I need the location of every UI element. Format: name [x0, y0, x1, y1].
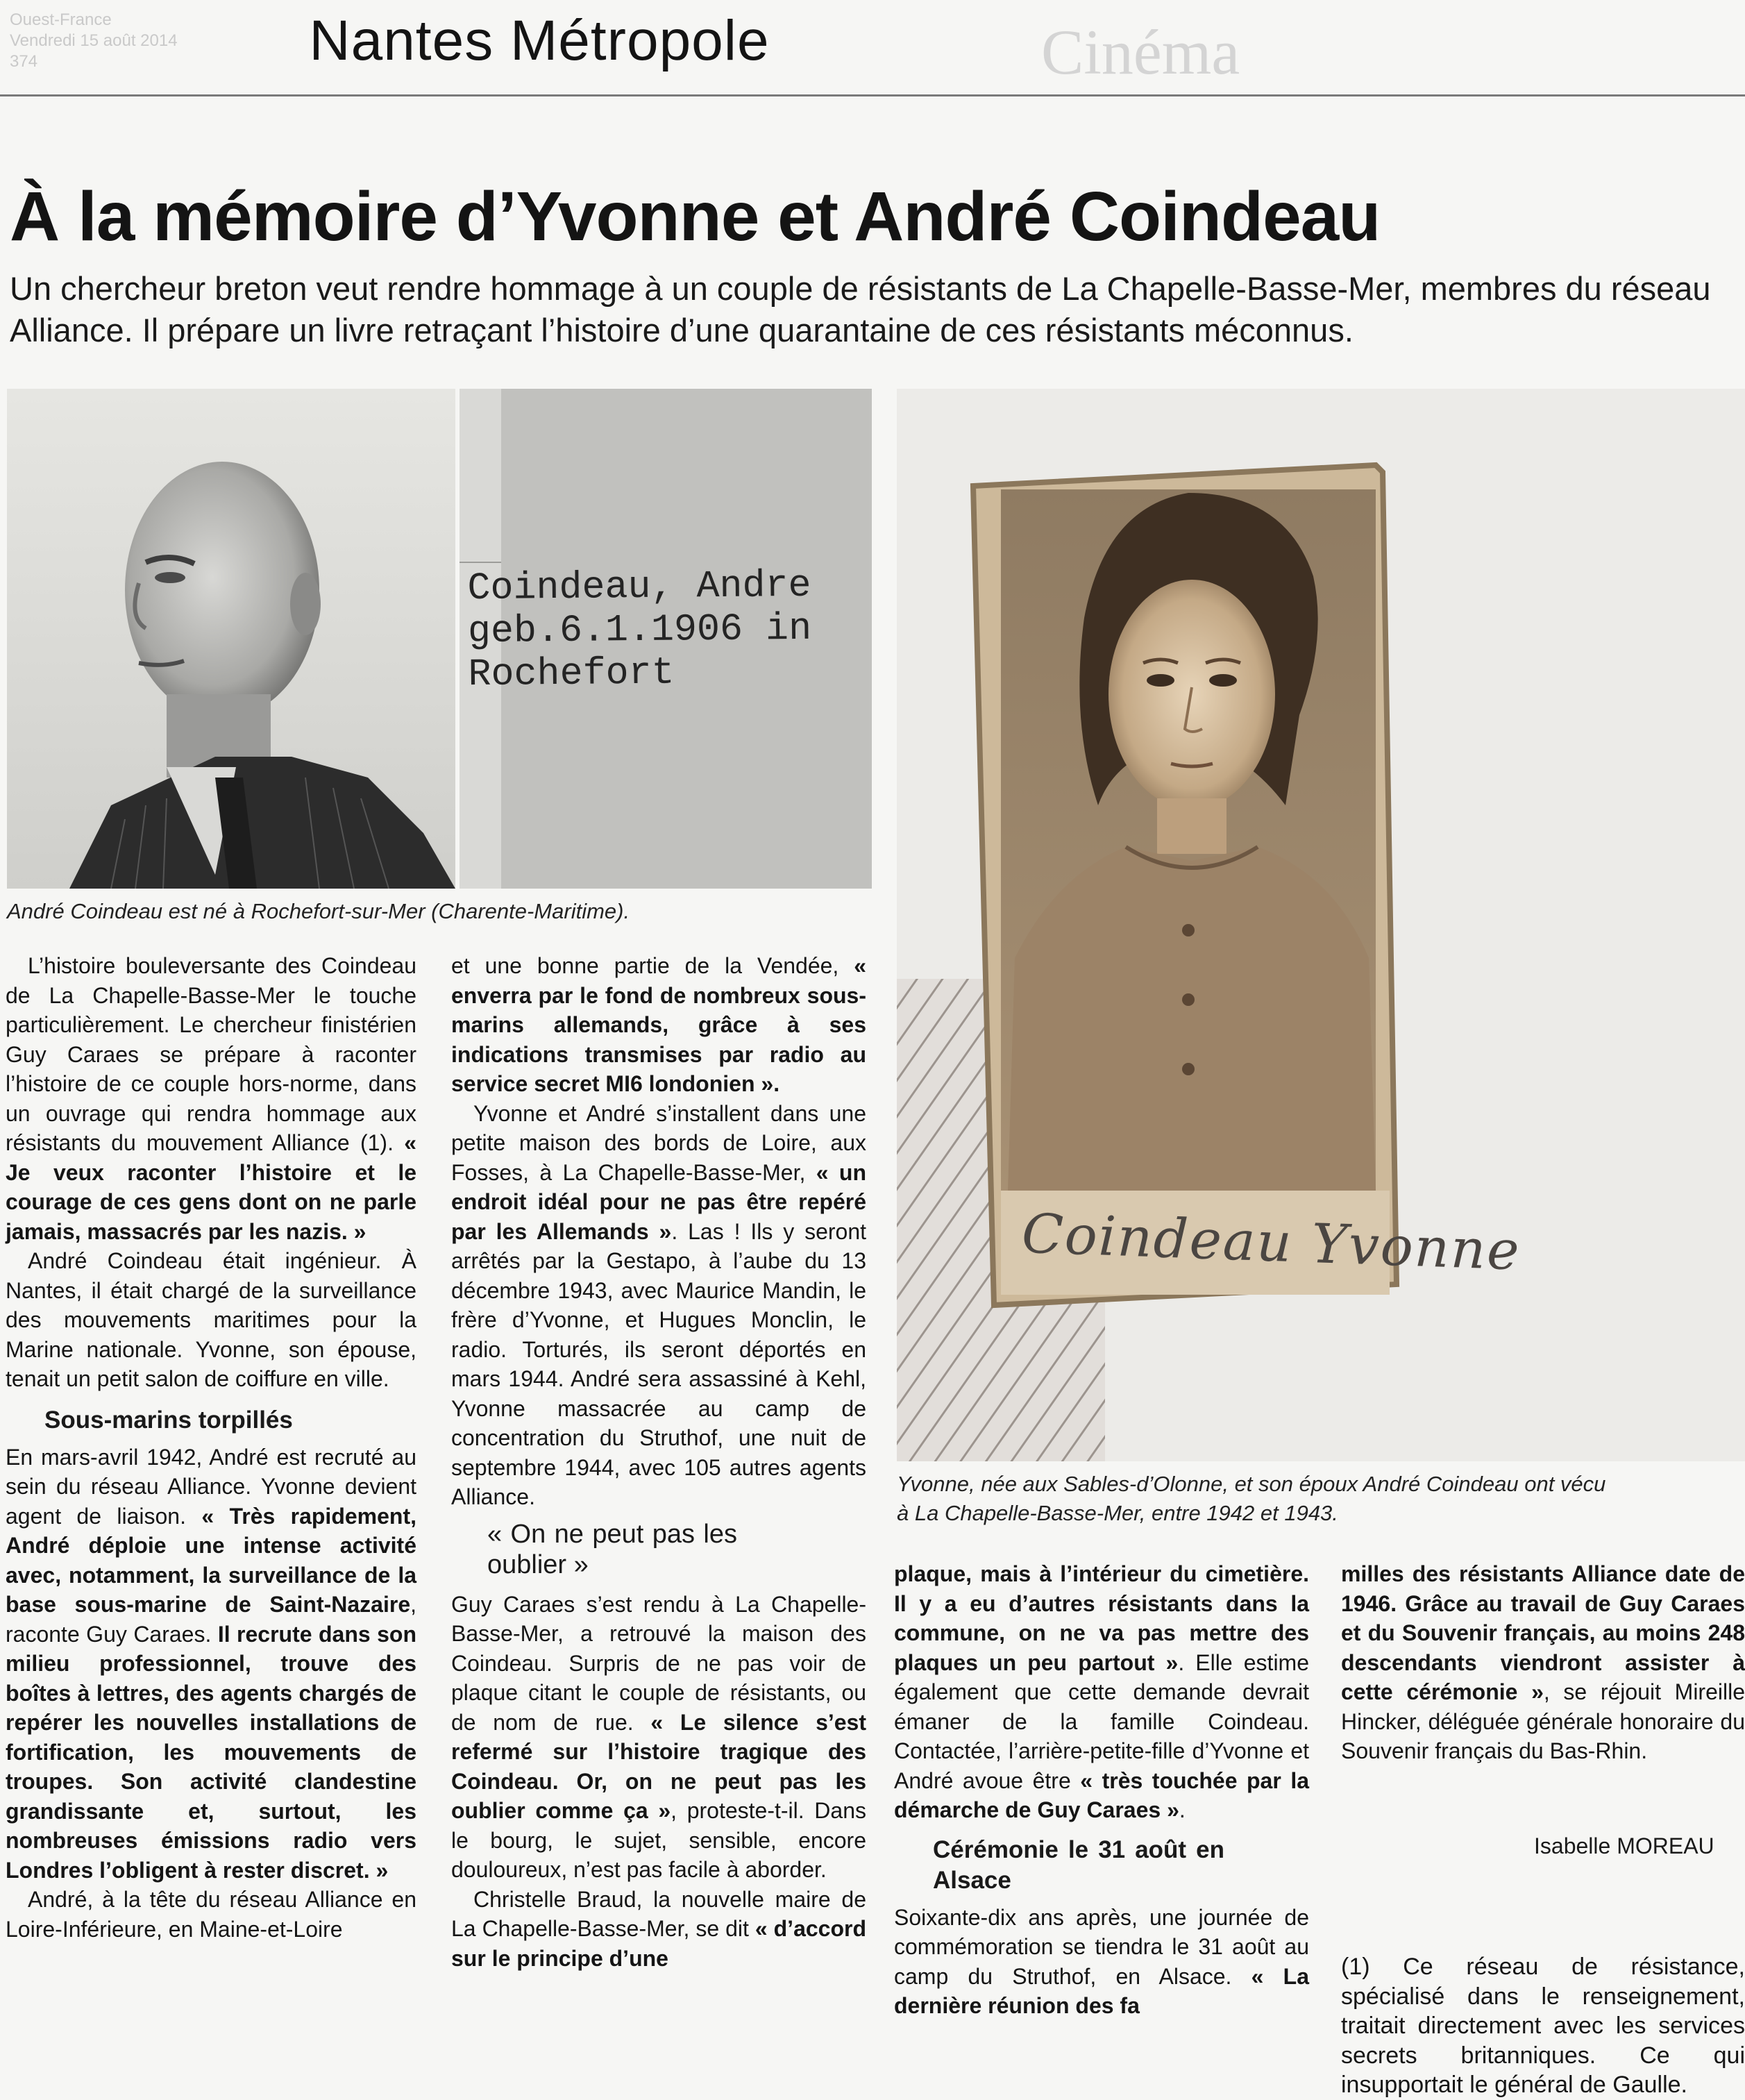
col3-paragraph-2: Soixante-dix ans après, une journée de commémoration se tiendra le 31 août au camp du Struthof, en Alsace. « La dernière réunion des fa — [894, 1904, 1310, 2018]
card-place: Rochefort — [468, 650, 675, 697]
ghost-date: Vendredi 15 août 2014 — [10, 31, 178, 50]
card-typed-text — [467, 564, 812, 696]
subhead-on-ne-peut-pas: « On ne peut pas les oublier » — [487, 1519, 737, 1579]
footnote-text: (1) Ce réseau de résistance, spécialisé dans le renseignement, traitait directement avec les services secrets britanniques. Ce qui insupportait le général de Gaulle. — [1341, 1954, 1745, 2098]
ghost-page-number: 374 — [10, 52, 38, 71]
section-title: Nantes Métropole — [309, 9, 770, 72]
col1-paragraph-4: André, à la tête du réseau Alliance en Loire-Inférieure, en Maine-et-Loire — [6, 1887, 416, 1942]
subhead-sous-marins: Sous-marins torpillés — [44, 1406, 293, 1434]
col2-paragraph-4: Christelle Braud, la nouvelle maire de La Chapelle-Basse-Mer, se dit « d’accord sur le principe d’une — [451, 1886, 866, 1971]
andre-photo-caption: André Coindeau est né à Rochefort-sur-Mer (Charente-Maritime). — [7, 899, 630, 923]
col3-paragraph-1: plaque, mais à l’intérieur du cimetière. Il y a eu d’autres résistants dans la commune, on ne va pas mettre des plaques un peu partout ». Elle estime également que cette demande devrait émaner de la famille Coindeau. Contactée, l’arrière-petite-fille d’Yvonne et André avoue être « très touchée par la démarche de Guy Caraes ». — [894, 1561, 1310, 1822]
yvonne-portrait-photo — [897, 389, 1745, 1461]
andre-file-card-photo — [460, 389, 872, 889]
col1-paragraph-2: André Coindeau était ingénieur. À Nantes, il était chargé de la surveillance des mouvements maritimes pour la Marine nationale. Yvonne, son épouse, tenait un petit salon de coiffure en ville. — [6, 1248, 416, 1391]
yvonne-handwritten-name: Coindeau Yvonne — [1020, 1202, 1521, 1283]
article-column-3 — [894, 1559, 1309, 2021]
andre-portrait-photo — [7, 389, 455, 889]
col4-paragraph-1: milles des résistants Alliance date de 1946. Grâce au travail de Guy Caraes et du Souvenir français, au moins 248 descendants viendront assister à cette cérémonie », se réjouit Mireille Hincker, déléguée générale honoraire du Souvenir français du Bas-Rhin. — [1341, 1561, 1745, 1763]
article-column-4 — [1341, 1559, 1745, 1766]
col2-paragraph-3: Guy Caraes s’est rendu à La Chapelle-Basse-Mer, a retrouvé la maison des Coindeau. Surpris de ne pas voir de plaque citant le couple de résistants, ou de nom de rue. « Le silence s’est refermé sur l’histoire tragique des Coindeau. Or, on ne peut pas les oublier comme ça », proteste-t-il. Dans le bourg, le sujet, sensible, encore douloureux, n’est pas facile à aborder. — [451, 1591, 867, 1882]
header-rule — [0, 94, 1745, 96]
ghost-section-cinema: Cinéma — [1041, 17, 1240, 87]
card-name: Coindeau, Andre — [467, 563, 811, 611]
col1-paragraph-1: L’histoire bouleversante des Coindeau de La Chapelle-Basse-Mer le touche particulièrement. Le chercheur finistérien Guy Caraes se prépare à raconter l’histoire de ce couple hors-norme, dans un ouvrage qui rendra hommage aux résistants du mouvement Alliance (1). « Je veux raconter l’histoire et le courage de ces gens dont on ne parle jamais, massacrés par les nazis. » — [6, 953, 416, 1244]
lede: Un chercheur breton veut rendre hommage à un couple de résistants de La Chapelle-Basse-Mer, membres du réseau Alliance. Il prépare un livre retraçant l’histoire d’une quarantaine de ces résistants méconnus. — [10, 270, 1711, 348]
author-signature: Isabelle MOREAU — [1534, 1833, 1714, 1858]
subhead-ceremonie: Cérémonie le 31 août en Alsace — [933, 1836, 1224, 1894]
ghost-paper-name: Ouest-France — [10, 10, 112, 29]
yvonne-photo-caption — [897, 1470, 1745, 1528]
card-birth: geb.6.1.1906 in — [467, 606, 812, 654]
col1-paragraph-3: En mars-avril 1942, André est recruté au sein du réseau Alliance. Yvonne devient agent de liaison. « Très rapidement, André déploie une intense activité avec, notamment, la surveillance de la base sous-marine de Saint-Nazaire, raconte Guy Caraes. Il recrute dans son milieu professionnel, trouve des boîtes à lettres, des agents chargés de repérer les nouvelles installations de fortification, les mouvements de troupes. Son activité clandestine grandissante et, surtout, les nombreuses émissions radio vers Londres l’obligent à rester discret. » — [6, 1444, 417, 1883]
yvonne-caption-line-1: Yvonne, née aux Sables-d’Olonne, et son époux André Coindeau ont vécu — [897, 1472, 1606, 1496]
yvonne-caption-line-2: à La Chapelle-Basse-Mer, entre 1942 et 1943. — [897, 1501, 1338, 1525]
headline: À la mémoire d’Yvonne et André Coindeau — [10, 178, 1381, 255]
col2-paragraph-2: Yvonne et André s’installent dans une petite maison des bords de Loire, aux Fosses, à La Chapelle-Basse-Mer, « un endroit idéal pour ne pas être repéré par les Allemands ». Las ! Ils y seront arrêtés par la Gestapo, à l’aube du 13 décembre 1943, avec Maurice Mandin, le frère d’Yvonne, et Hugues Monclin, le radio. Torturés, ils seront déportés en mars 1944. André sera assassiné à Kehl, Yvonne massacrée au camp de concentration du Struthof, une nuit de septembre 1944, avec 105 autres agents Alliance. — [451, 1100, 867, 1509]
article-column-2 — [451, 951, 866, 1973]
col2-paragraph-1: et une bonne partie de la Vendée, « enverra par le fond de nombreux sous-marins allemands, grâce à ses indications transmises par radio au service secret MI6 londonien ». — [451, 953, 866, 1096]
article-column-1 — [6, 951, 416, 1944]
